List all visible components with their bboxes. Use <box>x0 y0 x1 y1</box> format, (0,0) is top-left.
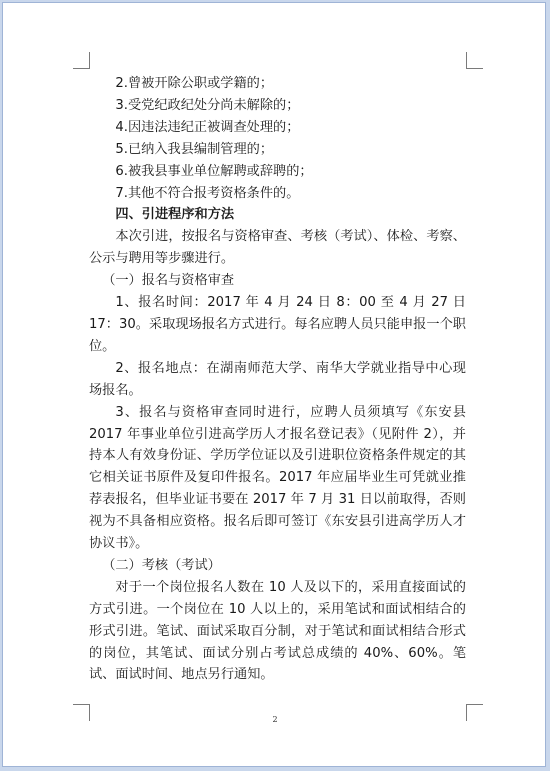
list-item: 2.曾被开除公职或学籍的； <box>115 76 274 91</box>
paragraph: 对于一个岗位报名人数在 10 人及以下的，采用直接面试的方式引进。一个岗位在 10 人以上的，采用笔试和面试相结合的形式引进。笔试、面试采取百分制，对于笔试和面试相结合形式的岗位，其笔试、面试分别占考试总成绩的 40%、60%。笔试、面试时间、地点另行通知。 <box>89 579 466 683</box>
paragraph: 2、报名地点：在湖南师范大学、南华大学就业指导中心现场报名。 <box>89 360 466 398</box>
list-item: 7.其他不符合报考资格条件的。 <box>115 185 300 201</box>
list-item: 6.被我县事业单位解聘或辞聘的； <box>115 163 313 179</box>
list-item: 3.受党纪政纪处分尚未解除的； <box>115 97 300 113</box>
subsection-heading: （二）考核（考试） <box>102 557 221 573</box>
page-number: 2 <box>272 715 278 724</box>
crop-mark-top-left <box>73 52 90 69</box>
subsection-heading: （一）报名与资格审查 <box>102 273 235 289</box>
list-item: 5.已纳入我县编制管理的； <box>115 141 274 157</box>
section-heading: 四、引进程序和方法 <box>115 207 235 223</box>
paragraph: 3、报名与资格审查同时进行，应聘人员须填写《东安县 2017 年事业单位引进高学历人才报名登记表》（见附件 2），并持本人有效身份证、学历学位证以及引进职位资格条件规定的其它相关证书原件及复印件报名。2017 年应届毕业生可凭就业推荐表报名，但毕业证书要在 2017 年 7 月 31 日以前取得，否则视为不具备相应资格。报名后即可签订《东安县引进高学历人才协议书》。 <box>89 404 466 552</box>
document-page <box>2 2 546 767</box>
paragraph: 本次引进，按报名与资格审查、考核（考试）、体检、考察、公示与聘用等步骤进行。 <box>89 229 466 267</box>
list-item: 4.因违法违纪正被调查处理的； <box>115 119 300 135</box>
page-content <box>89 73 466 686</box>
crop-mark-top-right <box>466 52 483 69</box>
paragraph: 1、报名时间：2017 年 4 月 24 日 8：00 至 4 月 27 日 17：30。采取现场报名方式进行。每名应聘人员只能申报一个职位。 <box>89 295 466 354</box>
